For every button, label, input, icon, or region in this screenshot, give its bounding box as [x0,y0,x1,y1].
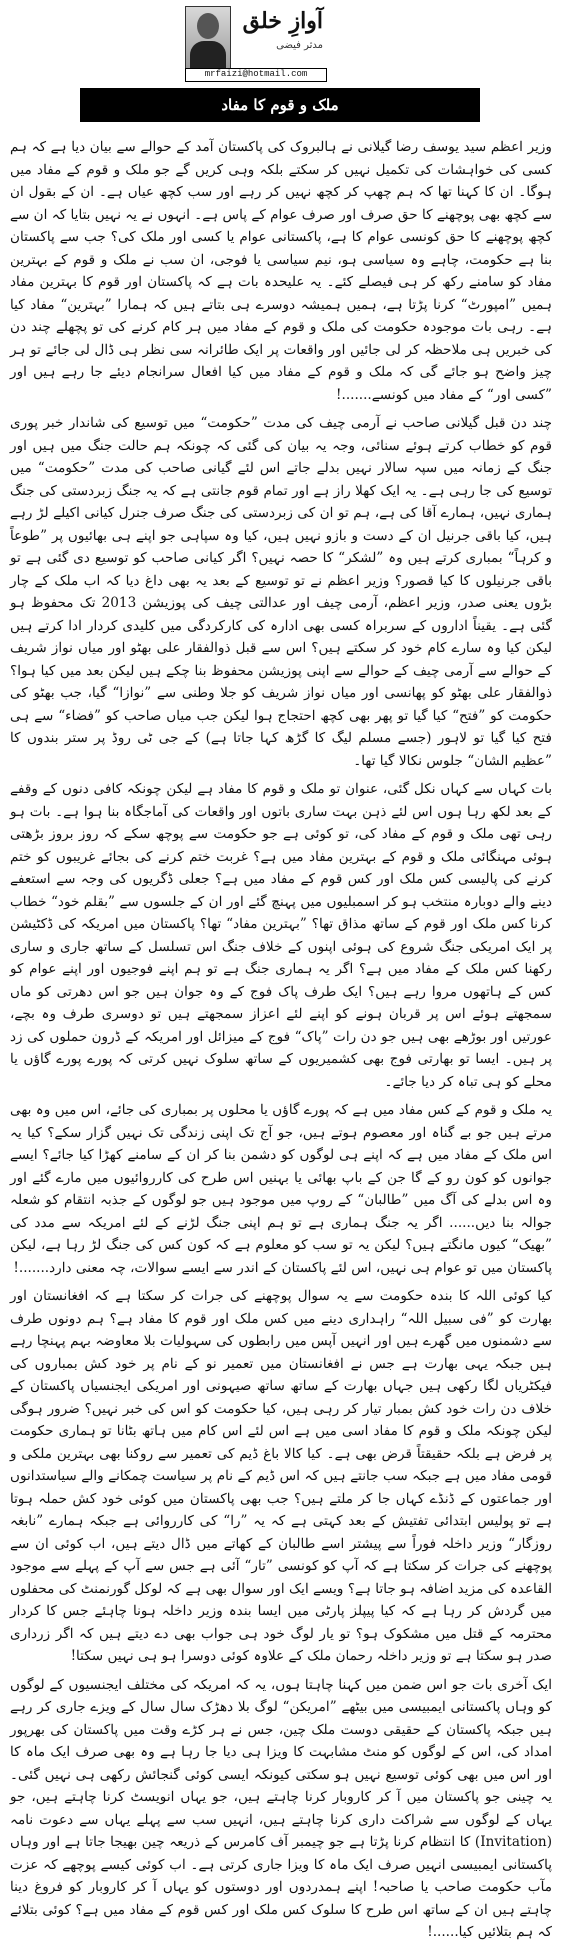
article-paragraph: چند دن قبل گیلانی صاحب نے آرمی چیف کی مدت ”حکومت“ میں توسیع کی شاندار خبر پوری قوم کو خطاب کرتے ہوئے سنائی، وجہ یہ بیان کی گئی کہ چونکہ ہم حالت جنگ میں ہیں اور جنگ کے زمانہ میں سپہ سالار نہیں بدلے جاتے اس لئے گیانی صاحب کی مدت ”حکومت“ میں توسیع کی جا رہی ہے۔ یہ ایک کھلا راز ہے اور تمام قوم جانتی ہے کہ یہ جنگ زبردستی کی جنگ ہماری نہیں، ہمارے آقا کی ہے، ہم تو ان کی زبردستی کی جنگ صرف جنرل کیانی اکیلے لڑ رہے ہیں، کیا باقی جرنیل ان کے دست و بازو نہیں ہیں، کیا وہ سپاہی جو اپنے ہی بھائیوں پر ”طوعاً و کرہاً“ بمباری کرتے ہیں وہ ”لشکر“ کا حصہ نہیں؟ اگر کیانی صاحب کو توسیع دی گئی ہے تو باقی جرنیلوں کا کیا قصور؟ وزیر اعظم نے تو توسیع کے بعد یہ بھی داغ دیا کہ اب ملک کے چار بڑوں یعنی صدر، وزیر اعظم، آرمی چیف اور عدالتی چیف کی پوزیشن 2013 تک محفوظ ہو گئی ہے۔ یقیناً اداروں کے سربراہ کسی بھی ادارہ کی کارکردگی میں کلیدی کردار ادا کرتے ہیں لیکن کیا وہ سارے کام خود کر سکتے ہیں؟ اس سے قبل ذوالفقار علی بھٹو اور میاں نواز شریف کے حوالے سے آرمی چیف کے حوالے سے اپنی پوزیشن محفوظ بنا چکے ہیں لیکن بعد میں کیا ہوا؟ ذوالفقار علی بھٹو کو پھانسی اور میاں نواز شریف کو جلا وطنی سے ”نوازا“ گیا، جب بھٹو کی حکومت کو ”فتح“ کیا گیا تو پھر بھی کچھ احتجاج ہوا لیکن جب میاں صاحب کو ”فضاء“ سے ہی فتح کیا گیا تو لاہور (جسے مسلم لیگ کا گڑھ کہا جاتا ہے) کے جی ٹی روڈ پر ستر بندوں کا ”عظیم الشان“ جلوس نکالا گیا تھا۔ [10,415,552,769]
author-name: مدثر فیضی [276,40,323,51]
article-paragraph: بات کہاں سے کہاں نکل گئی، عنوان تو ملک و قوم کا مفاد ہے لیکن چونکہ کافی دنوں کے وقفے کے بعد لکھ رہا ہوں اس لئے ذہن بہت ساری باتوں اور واقعات کی آماجگاہ بنا ہوا ہے۔ بات ہو رہی تھی ملک و قوم کے مفاد کی، تو کوئی ہے جو حکومت سے پوچھ سکے کہ روز بروز بڑھتی ہوئی مہنگائی ملک و قوم کے بہترین مفاد میں ہے؟ غربت ختم کرنے کی بجائے غریبوں کو ختم کرنے کی پالیسی کس ملک اور کس قوم کے مفاد میں ہے؟ جعلی ڈگریوں کی وجہ سے استعفے دینے والے دوبارہ منتخب ہو کر اسمبلیوں میں پہنچ گئے اور ان کے جلسوں سے ”بقلم خود“ خطاب کرنا کس ملک اور قوم کے ساتھ مذاق تھا؟ ”بہترین مفاد“ تھا؟ پاکستان میں امریکہ کی ڈکٹیشن پر ایک امریکی جنگ شروع کی ہوئی اپنوں کے خلاف جنگ اس تسلسل کے ساتھ جاری و ساری رکھنا کس ملک کے مفاد میں ہے؟ اگر یہ ہماری جنگ ہے تو ہم اپنے فوجیوں اور اپنے عوام کو کس کے ہاتھوں مروا رہے ہیں؟ ایک طرف پاک فوج کے وہ جوان ہیں جو اس دھرتی کو ماں سمجھتے ہوئے اس پر قربان ہونے کو اپنے لئے اعزاز سمجھتے ہیں تو دوسری طرف وہ بچے، عورتیں اور بوڑھے بھی ہیں جو دن رات ”پاک“ فوج کے میزائل اور امریکہ کے ڈرون حملوں کی زد پر ہیں۔ ایسا تو بھارتی فوج بھی کشمیریوں کے ساتھ سلوک نہیں کرتی کہ پورے پورے گاؤں یا محلے کو ہی تباہ کر دیا جائے۔ [10,781,552,1090]
column-header [185,6,325,79]
article-paragraph: کیا کوئی اللہ کا بندہ حکومت سے یہ سوال پوچھنے کی جرات کر سکتا ہے کہ افغانستان اور بھارت کو ”فی سبیل اللہ“ راہداری دینے میں کس ملک اور قوم کا مفاد ہے؟ ہم دونوں طرف سے دشمنوں میں گھرے ہیں اور انہیں آپس میں رابطوں کی سہولیات بلا معاوضہ بہم پہنچا رہے ہیں جبکہ یہی بھارت ہے جس نے افغانستان میں تعمیر نو کے نام پر خود کش بمباروں کی فیکٹریاں لگا رکھی ہیں جہاں بھارت کے ساتھ ساتھ صیہونی اور امریکی ایجنسیاں پاکستان کے خلاف دن رات خود کش بمبار تیار کر رہی ہیں، کیا حکومت کو اس کی خبر نہیں؟ ضرور ہوگی لیکن چونکہ ملک و قوم کا مفاد اسی میں ہے اس لئے اس کام میں ہاتھ بٹانا تو ہماری حکومت پر فرض ہے بلکہ حقیقتاً قرض بھی ہے۔ کیا کالا باغ ڈیم کی تعمیر سے روکنا بھی بہترین ملکی و قومی مفاد میں ہے جبکہ سب جانتے ہیں کہ اس ڈیم کے نام پر سیاست چمکانے والے سیاستدانوں اور جماعتوں کے ڈنڈے کہاں جا کر ملتے ہیں؟ جب بھی پاکستان میں کوئی خود کش حملہ ہوتا ہے تو پولیس ابتدائی تفتیش کے بعد کہتی ہے کہ یہ ”را“ کی کارروائی ہے جبکہ ہمارے ”نابغہ روزگار“ وزیر داخلہ فوراً سے پیشتر اسے طالبان کے کھاتے میں ڈال دیتے ہیں، اب کوئی ان سے پوچھنے کی جرات کر سکتا ہے کہ آپ کو کونسی ”تار“ آئی ہے جس سے آپ کے پہلے سے موجود القاعدہ کی مزید اضافہ ہو جاتا ہے؟ ویسے ایک اور سوال بھی ہے کہ لوکل گورنمنٹ کی محفلوں میں گردش کر رہا ہے کہ کیا پیپلز پارٹی میں ایسا بندہ وزیر داخلہ ہونا چاہئے جس کا کردار محترمہ کے قتل میں مشکوک ہو؟ تو یار لوگ خود ہی جواب بھی دے دیتے ہیں کہ اگر زرداری صدر ہو سکتا ہے تو وزیر داخلہ رحمان ملک کے علاوہ کوئی دوسرا ہو ہی نہیں سکتا! [10,1288,552,1664]
article-paragraph: یہ ملک و قوم کے کس مفاد میں ہے کہ پورے گاؤں یا محلوں پر بمباری کی جائے، اس میں وہ بھی مرتے ہیں جو بے گناہ اور معصوم ہوتے ہیں، جو آج تک اپنی زندگی تک نہیں گزار سکے؟ کیا یہ اس ملک کے مفاد میں ہے کہ اپنے ہی لوگوں کو دشمن بنا کر ان کے سامنے کھڑا کیا جائے؟ ایسے جوانوں کو کون رو کے گا جن کے باپ بھائی یا بہنیں اس طرح کی کارروائیوں میں مارے گئے اور وہ اس بدلے کی آگ میں ”طالبان“ کے روپ میں موجود ہیں جو لوگوں کے جذبہ انتقام کو شعلہ جوالہ بنا دیں...... اگر یہ جنگ ہماری ہے تو ہم اپنی جنگ لڑنے کے لئے امریکہ سے مدد کی ”بھیک“ کیوں مانگتے ہیں؟ لیکن یہ تو سب کو معلوم ہے کہ کون کس کی جنگ لڑ رہا ہے، لیکن پاکستان میں تو عوام ہی نہیں، اس لئے پاکستان کے اندر سے ایسے سوالات، چہ معنی دارد.......! [10,1102,552,1276]
author-photo [185,6,231,70]
article-paragraph: ایک آخری بات جو اس ضمن میں کہنا چاہتا ہوں، یہ کہ امریکہ کی مختلف ایجنسیوں کے لوگوں کو وہاں پاکستانی ایمبیسی میں بیٹھے ”امریکن“ لوگ بلا دھڑک سال سال کے ویزے جاری کر رہے ہیں جبکہ پاکستان کے حقیقی دوست ملک چین، جس نے ہر کڑے وقت میں پاکستان کی بھرپور امداد کی، اس کے لوگوں کو منٹ مشابہت کا ویزا ہی دیا جا رہا ہے وہ بھی صرف ایک ماہ کا اور اس میں بھی کوئی توسیع نہیں ہو سکتی کیونکہ ایسی کوئی گنجائش رکھی ہی نہیں گئی۔ یہ چینی جو پاکستان میں آ کر کاروبار کرنا چاہتے ہیں، جو یہاں انویسٹ کرنا چاہتے ہیں، جو یہاں کے لوگوں سے شراکت داری کرنا چاہتے ہیں، انہیں سب سے پہلے یہاں سے دعوت نامہ (Invitation) کا انتظام کرنا پڑتا ہے جو چیمبر آف کامرس کے ذریعہ چین بھیجا جاتا ہے اور وہاں پاکستانی ایمبیسی انہیں صرف ایک ماہ کا ویزا جاری کرتی ہے۔ اب کوئی کیسے پوچھے کہ عزت مآب حکومت صاحب یا صاحبہ! اپنے ہمدردوں اور دوستوں کو یہاں آ کر کاروبار کو فروغ دینا چاہتے ہیں ان کے ساتھ اس طرح کا سلوک کس ملک اور کس قوم کے مفاد میں ہے؟ کوئی بتلائے کہ ہم بتلائیں کیا......! [10,1676,552,1940]
article-title: ملک و قوم کا مفاد [80,88,480,122]
author-email: mrfaizi@hotmail.com [185,68,327,82]
column-logo: آوازِ خلق [242,8,323,34]
article-paragraph: وزیر اعظم سید یوسف رضا گیلانی نے ہالبروک کی پاکستان آمد کے حوالے سے بیان دیا ہے کہ ہم کسی کی خواہشات کی تکمیل نہیں کر سکتے بلکہ وہی کریں گے جو ملک و قوم کے مفاد میں ہوگا۔ ان کا کہنا تھا کہ ہم چھپ کر کچھ نہیں کر رہے اور سب کچھ عیاں ہے۔ ان کے بقول ان سے کچھ بھی پوچھنے کا حق صرف اور صرف عوام کے پاس ہے۔ انہوں نے یہ نہیں بتایا کہ ان سے کچھ پوچھنے کا حق کونسی عوام کا ہے، پاکستانی عوام یا کسی اور ملک کی؟ جب سے پاکستان بنا ہے حکومت، چاہے وہ سیاسی ہو، نیم سیاسی یا فوجی، ان سب نے ملک و قوم کے بہترین مفاد کو سامنے رکھ کر ہی فیصلے کئے۔ یہ علیحدہ بات ہے کہ پاکستان اور قوم کا بہترین مفاد ہمیں ”امپورٹ“ کرنا پڑتا ہے، ہمیں ہمیشہ دوسرے ہی بتاتے ہیں کہ ہمارا ”بہترین“ مفاد کیا ہے۔ رہی بات موجودہ حکومت کی ملک و قوم کے مفاد میں ہر کام کرنے کی تو پچھلے چند دن کی خبریں ہی ملاحظہ کر لی جائیں اور واقعات پر ایک طائرانہ سی نظر ہی ڈال لی جائے تو ہر چیز واضح ہو جائے گی کہ ملک و قوم کے مفاد میں کیا افعال سرانجام دیئے جا رہے ہیں اور ”کسی اور“ کے مفاد میں کونسے.......! [10,139,552,403]
article-body [10,136,552,1940]
